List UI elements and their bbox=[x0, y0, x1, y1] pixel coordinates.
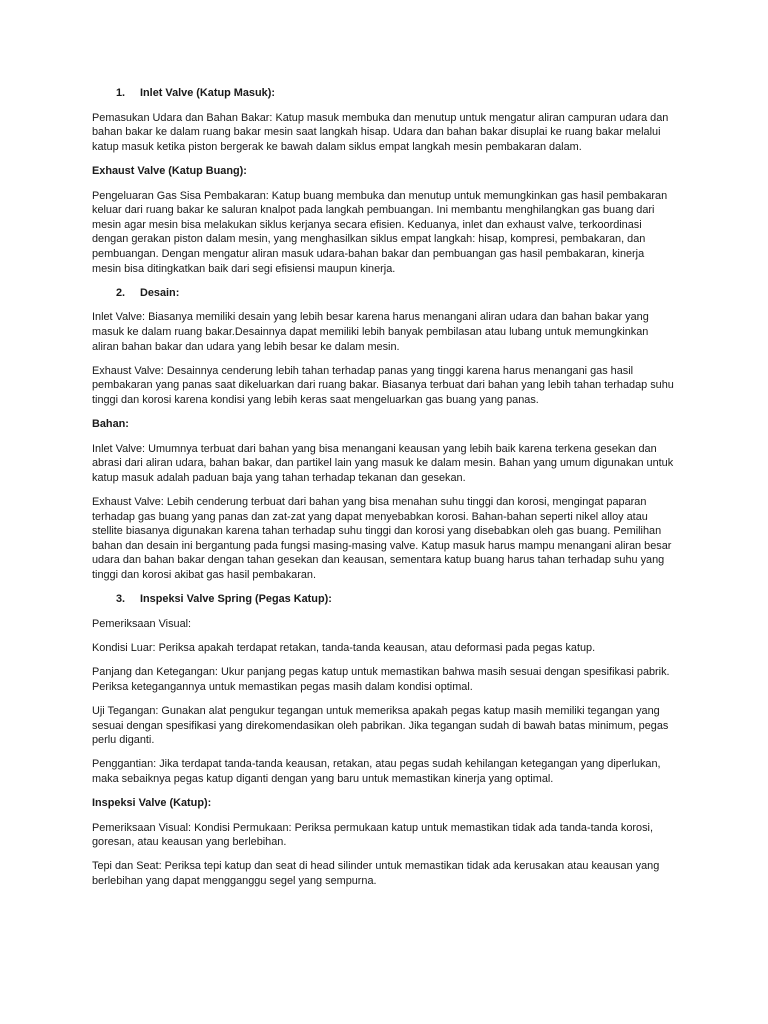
paragraph-desain-inlet: Inlet Valve: Biasanya memiliki desain yang lebih besar karena harus menangani aliran udara dan bahan bakar yang masuk ke dalam ruang bakar.Desainnya dapat memiliki lebih banyak pembilasan atau lubang untuk memungkinkan aliran bahan bakar dan udara yang lebih besar ke dalam mesin. bbox=[92, 311, 649, 353]
heading-desain bbox=[92, 286, 676, 301]
paragraph-desain-exhaust: Exhaust Valve: Desainnya cenderung lebih tahan terhadap panas yang tinggi karena harus menangani gas hasil pembakaran yang panas saat dikeluarkan dari ruang bakar. Biasanya terbuat dari bahan yang lebih tahan terhadap suhu tinggi dan korosi karena kondisi yang lebih keras saat mengeluarkan gas buang yang panas. bbox=[92, 364, 674, 406]
heading-number: 3. bbox=[116, 593, 126, 606]
paragraph-penggantian: Penggantian: Jika terdapat tanda-tanda keausan, retakan, atau pegas sudah kehilangan ketegangan yang diperlukan, maka sebaiknya pegas katup diganti dengan yang baru untuk memastikan kinerja yang optimal. bbox=[92, 758, 661, 785]
paragraph-tepi-seat: Tepi dan Seat: Periksa tepi katup dan seat di head silinder untuk memastikan tidak ada kerusakan atau keausan yang berlebihan yang dapat mengganggu segel yang sempurna. bbox=[92, 860, 660, 888]
paragraph-kondisi-luar: Kondisi Luar: Periksa apakah terdapat retakan, tanda-tanda keausan, atau deformasi pada pegas katup. bbox=[92, 641, 596, 654]
heading-title: Desain: bbox=[140, 286, 180, 299]
paragraph-pemeriksaan-visual: Pemeriksaan Visual: bbox=[92, 617, 192, 630]
heading-inspeksi-valve-spring bbox=[92, 592, 676, 607]
paragraph-bahan-exhaust: Exhaust Valve: Lebih cenderung terbuat dari bahan yang bisa menahan suhu tinggi dan korosi, mengingat paparan terhadap gas buang yang panas dan zat-zat yang dapat menyebabkan korosi. Bahan-bahan seperti nikel alloy atau stellite biasanya digunakan karena tahan terhadap suhu tinggi dan korosi yang disebabkan oleh gas buang. Pemilihan bahan dan desain ini bergantung pada fungsi masing-masing valve. Katup masuk harus mampu menangani aliran besar udara dan bahan bakar dengan tahan gesekan dan keausan, sementara katup buang harus tahan terhadap suhu yang tinggi dan korosi akibat gas hasil pembakaran. bbox=[92, 496, 672, 581]
heading-number: 1. bbox=[116, 87, 126, 99]
paragraph-uji-tegangan: Uji Tegangan: Gunakan alat pengukur tegangan untuk memeriksa apakah pegas katup masih memiliki tegangan yang sesuai dengan spesifikasi yang direkomendasikan oleh pabrikan. Jika tegangan sudah di bawah batas minimum, pegas perlu diganti. bbox=[92, 704, 669, 747]
paragraph-inlet-valve: Pemasukan Udara dan Bahan Bakar: Katup masuk membuka dan menutup untuk mengatur aliran campuran udara dan bahan bakar ke dalam ruang bakar mesin saat langkah hisap. Udara dan bahan bakar disuplai ke ruang bakar melalui katup masuk ketika piston bergerak ke bawah dalam siklus empat langkah mesin pembakaran dalam. bbox=[92, 111, 669, 153]
paragraph-exhaust-valve: Pengeluaran Gas Sisa Pembakaran: Katup buang membuka dan menutup untuk memungkinkan gas hasil pembakaran keluar dari ruang bakar ke saluran knalpot pada langkah pembuangan. Ini membantu menghilangkan gas buang dari mesin agar mesin bisa melakukan siklus kerjanya secara efisien. Keduanya, inlet dan exhaust valve, terkoordinasi dengan gerakan piston dalam mesin, yang menghasilkan siklus empat langkah: hisap, kompresi, pembakaran, dan pembuangan. Dengan mengatur aliran masuk udara-bahan bakar dan pembuangan gas hasil pembakaran, kinerja mesin bisa ditingkatkan baik dari segi efisiensi maupun kinerja. bbox=[92, 189, 668, 275]
paragraph-panjang-ketegangan: Panjang dan Ketegangan: Ukur panjang pegas katup untuk memastikan bahwa masih sesuai dengan spesifikasi pabrik. Periksa ketegangannya untuk memastikan pegas masih dalam kondisi optimal. bbox=[92, 666, 670, 693]
heading-exhaust-valve: Exhaust Valve (Katup Buang): bbox=[92, 164, 247, 177]
paragraph-bahan-inlet: Inlet Valve: Umumnya terbuat dari bahan yang bisa menangani keausan yang lebih baik karena terkena gesekan dan abrasi dari aliran udara, bahan bakar, dan partikel lain yang masuk ke dalam mesin. Bahan yang umum digunakan untuk katup masuk adalah paduan baja yang tahan terhadap tekanan dan gesekan. bbox=[92, 442, 674, 484]
heading-title: Inspeksi Valve Spring (Pegas Katup): bbox=[140, 593, 332, 606]
heading-number: 2. bbox=[116, 286, 126, 299]
heading-bahan: Bahan: bbox=[92, 418, 129, 431]
heading-title: Inlet Valve (Katup Masuk): bbox=[140, 87, 275, 99]
heading-inspeksi-valve: Inspeksi Valve (Katup): bbox=[92, 797, 212, 810]
paragraph-kondisi-permukaan: Pemeriksaan Visual: Kondisi Permukaan: Periksa permukaan katup untuk memastikan tidak ada tanda-tanda korosi, goresan, atau keausan yang berlebihan. bbox=[92, 821, 653, 849]
heading-inlet-valve bbox=[92, 86, 676, 101]
